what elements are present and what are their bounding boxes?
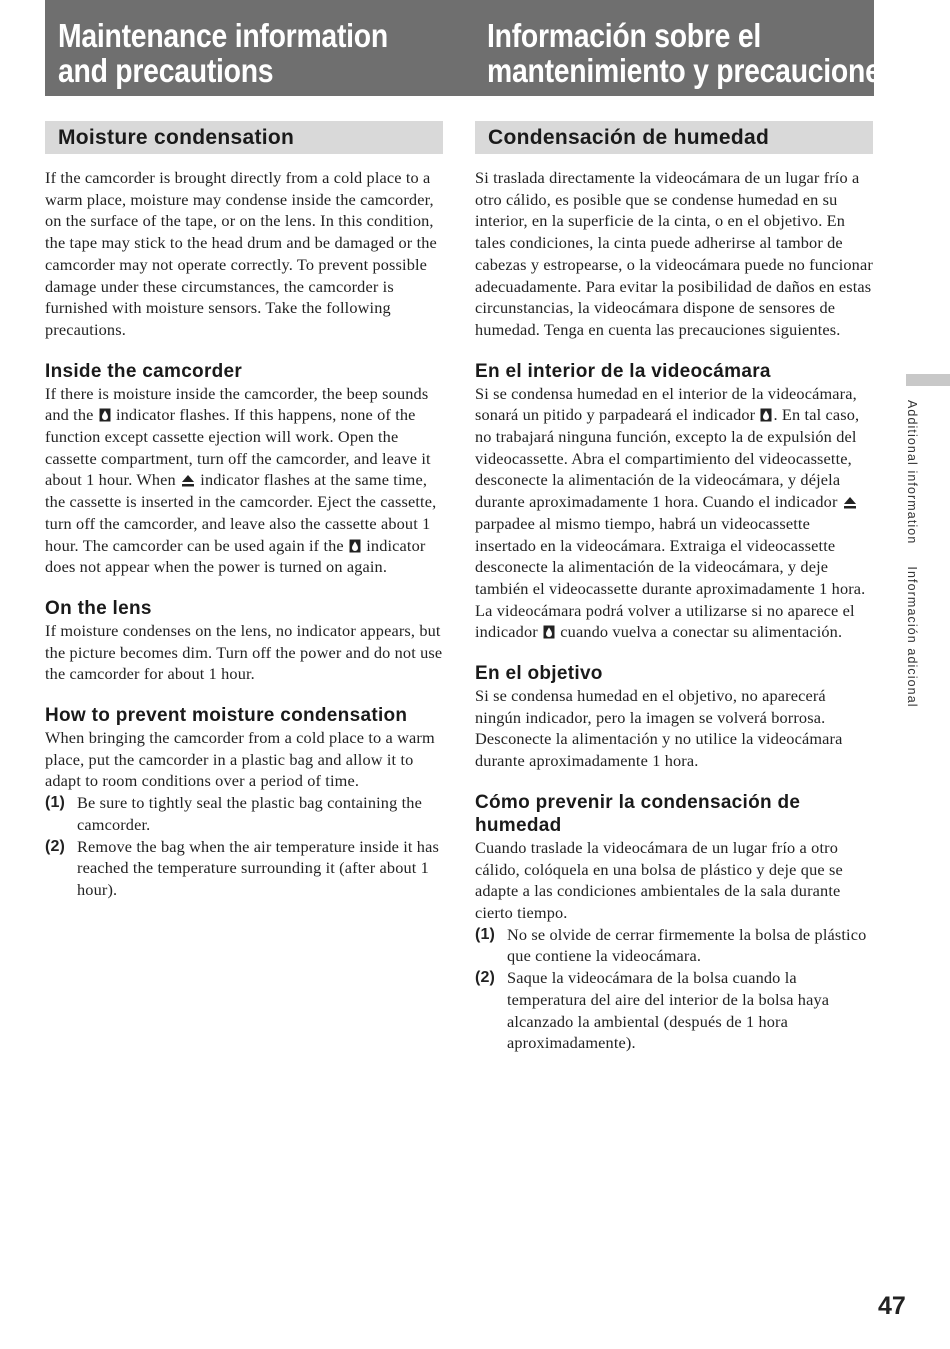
list-item (45, 792, 443, 835)
steps-list (475, 924, 873, 1054)
eject-icon (843, 496, 857, 509)
prevent-paragraph: Cuando traslade la videocámara de un lugar frío a otro cálido, colóquela en una bolsa de plástico y deje que se adapte a las condiciones ambientales de la sala durante cierto tiempo. (475, 837, 843, 922)
side-index-tab (906, 374, 950, 386)
subheading-inside: En el interior de la videocámara (475, 360, 771, 382)
step-number: (2) (475, 969, 496, 987)
subheading-prevent: How to prevent moisture condensation (45, 705, 408, 727)
text-run: . En tal caso, no trabajará ninguna función, excepto la de expulsión del videocassette. Abra el compartimiento del videocassette, desconecte la alimentación de la videocámara, y déjela durante aproximadamente 1 hora. Cuando el indicador (475, 405, 860, 512)
side-section-label (903, 400, 921, 780)
title-line: and precautions (58, 52, 274, 89)
section-heading: Moisture condensation (45, 121, 443, 154)
title-line: mantenimiento y precauciones (487, 52, 897, 89)
section-heading: Condensación de humedad (475, 121, 873, 154)
spanish-column (475, 121, 873, 1054)
side-label-en: Additional information (905, 400, 919, 545)
text-run: parpadee al mismo tiempo, habrá un videocassette insertado en la videocámara. Extraiga el videocassette desconecte la alimentación de la videocámara, y deje también el videocassette durante aproximadamente 1 hora. La videocámara podrá volver a utilizarse si no aparece el indicador (475, 513, 866, 642)
side-label-es: Información adicional (905, 566, 919, 708)
text-run: cuando vuelva a conectar su alimentación. (556, 622, 843, 642)
intro-paragraph: If the camcorder is brought directly from a cold place to a warm place, moisture may condense inside the camcorder, on the surface of the tape, or on the lens. In this condition, the tape may stick to the head drum and be damaged or the camcorder may not operate correctly. To prevent possible damage under these circumstances, the camcorder is furnished with moisture sensors. Take the following precautions. (45, 168, 437, 339)
title-line: Información sobre el (487, 17, 761, 54)
title-line: Maintenance information (58, 17, 388, 54)
lens-paragraph: If moisture condenses on the lens, no indicator appears, but the picture becomes dim. Turn off the power and do not use the camcorder for about 1 hour. (45, 620, 443, 684)
text-run: If there is moisture inside the camcorder, the beep sounds and the (45, 383, 429, 425)
steps-list (45, 792, 443, 901)
step-text: Remove the bag when the air temperature inside it has reached the temperature surrounding it (after about 1 hour). (77, 836, 439, 899)
moisture-indicator-icon (349, 539, 361, 553)
list-item (45, 836, 443, 901)
list-item (475, 967, 873, 1054)
subheading-lens: En el objetivo (475, 663, 603, 685)
intro-paragraph: Si traslada directamente la videocámara de un lugar frío a otro cálido, es posible que se condense humedad en su interior, en la superficie de la cinta, o en el objetivo. En tales condiciones, la cinta puede adherirse al tambor de cabezas y estropearse, o la videocámara puede no funcionar adecuadamente. Para evitar la posibilidad de daños en estas circunstancias, la videocámara dispone de sensores de humedad. Tenga en cuenta las precauciones siguientes. (475, 168, 873, 339)
list-item (475, 924, 873, 967)
subheading-inside: Inside the camcorder (45, 360, 243, 382)
step-text: No se olvide de cerrar firmemente la bolsa de plástico que contiene la videocámara. (507, 924, 867, 966)
step-number: (1) (45, 794, 66, 812)
eject-icon (181, 474, 195, 487)
subheading-lens: On the lens (45, 597, 152, 619)
page-number: 47 (878, 1292, 906, 1320)
inside-paragraph (475, 383, 873, 643)
step-number: (2) (45, 837, 66, 855)
page-title-en (58, 18, 388, 88)
page-title-es (487, 18, 896, 88)
moisture-indicator-icon (760, 408, 772, 422)
text-run: indicator flashes at the same time, the cassette is inserted in the camcorder. Eject the cassette, turn off the camcorder, and leave also the cassette about 1 hour. The camcorder can be used again if the (45, 470, 437, 555)
subheading-prevent: Cómo prevenir la condensación de humedad (475, 791, 801, 836)
lens-paragraph: Si se condensa humedad en el objetivo, no aparecerá ningún indicador, pero la imagen se volverá borrosa. Desconecte la alimentación y no utilice la videocámara durante aproximadamente 1 hora. (475, 686, 843, 771)
prevent-paragraph: When bringing the camcorder from a cold place to a warm place, put the camcorder in a plastic bag and allow it to adapt to room conditions over a period of time. (45, 728, 435, 791)
text-run: Si se condensa humedad en el interior de la videocámara, sonará un pitido y parpadeará el indicador (475, 383, 857, 425)
step-number: (1) (475, 925, 496, 943)
inside-paragraph (45, 383, 443, 578)
text-run: indicator flashes. If this happens, none of the function except cassette ejection will work. Open the cassette compartment, turn off the camcorder, and leave it about 1 hour. When (45, 405, 431, 490)
text-run: indicator does not appear when the power is turned on again. (45, 535, 426, 577)
step-text: Be sure to tightly seal the plastic bag containing the camcorder. (77, 793, 422, 834)
moisture-indicator-icon (99, 408, 111, 422)
step-text: Saque la videocámara de la bolsa cuando la temperatura del aire del interior de la bolsa haya alcanzado la ambiental (después de 1 hora aproximadamente). (507, 968, 830, 1053)
moisture-indicator-icon (543, 625, 555, 639)
english-column (45, 121, 443, 901)
